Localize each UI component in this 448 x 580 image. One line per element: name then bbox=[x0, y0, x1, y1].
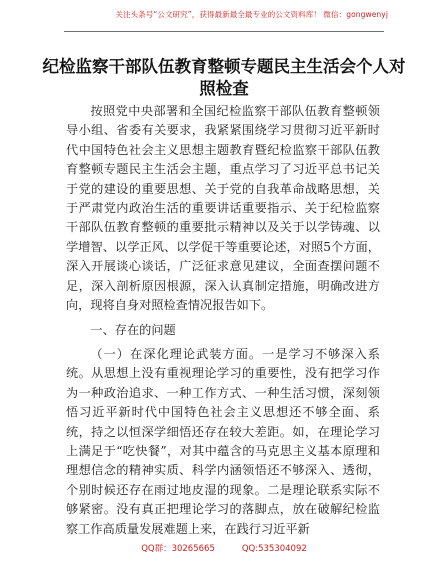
section-heading: 一、存在的问题 bbox=[90, 323, 176, 338]
intro-paragraph: 按照党中央部署和全国纪检监察干部队伍教育整顿领导小组、省委有关要求，我紧紧围绕学习贯彻习近平新时代中国特色社会主义思想主题教育暨纪检监察干部队伍教育整顿专题民主生活会主题，重点学习了习近平总书记关于党的建设的重要思想、关于党的自我革命战略思想，关于严肃党内政治生活的重要讲话重要指示、关于纪检监察干部队伍教育整顿的重要批示精神以及关于以学铸魂、以学增智、以学正风、以学促干等重要论述，对照5个方面，深入开展谈心谈话，广泛征求意见建议，全面查摆问题不足，深入剖析原因根源，深入认真制定措施，明确改进方向，现将自身对照检查情况报告如下。 bbox=[66, 104, 380, 313]
header-divider bbox=[64, 31, 384, 32]
document-body bbox=[66, 102, 380, 539]
document-title: 纪检监察干部队伍教育整顿专题民主生活会个人对照检查 bbox=[42, 57, 406, 98]
header-promo-note: 关注头条号“公文研究”，获得最新最全最专业的公文资料库！ 微信：gongwenyj bbox=[115, 10, 388, 19]
footer-contact-note: QQ群：30265665 QQ:535304092 bbox=[141, 544, 307, 554]
body-paragraph: （一）在深化理论武装方面。一是学习不够深入系统。从思想上没有重视理论学习的重要性，没有把学习作为一种政治追求、一种工作方式、一种生活习惯，深刻领悟习近平新时代中国特色社会主义思想还不够全面、系统，持之以恒深学细悟还存在较大差距。如，在理论学习上满足于“吃快餐”，对其中蕴含的马克思主义基本原理和理想信念的精神实质、科学内涵领悟还不够深入、透彻，个别时候还存在雨过地皮湿的现象。二是理论联系实际不够紧密。没有真正把理论学习的落脚点，放在破解纪检监察工作高质量发展难题上来，在践行习近平新 bbox=[66, 346, 380, 536]
